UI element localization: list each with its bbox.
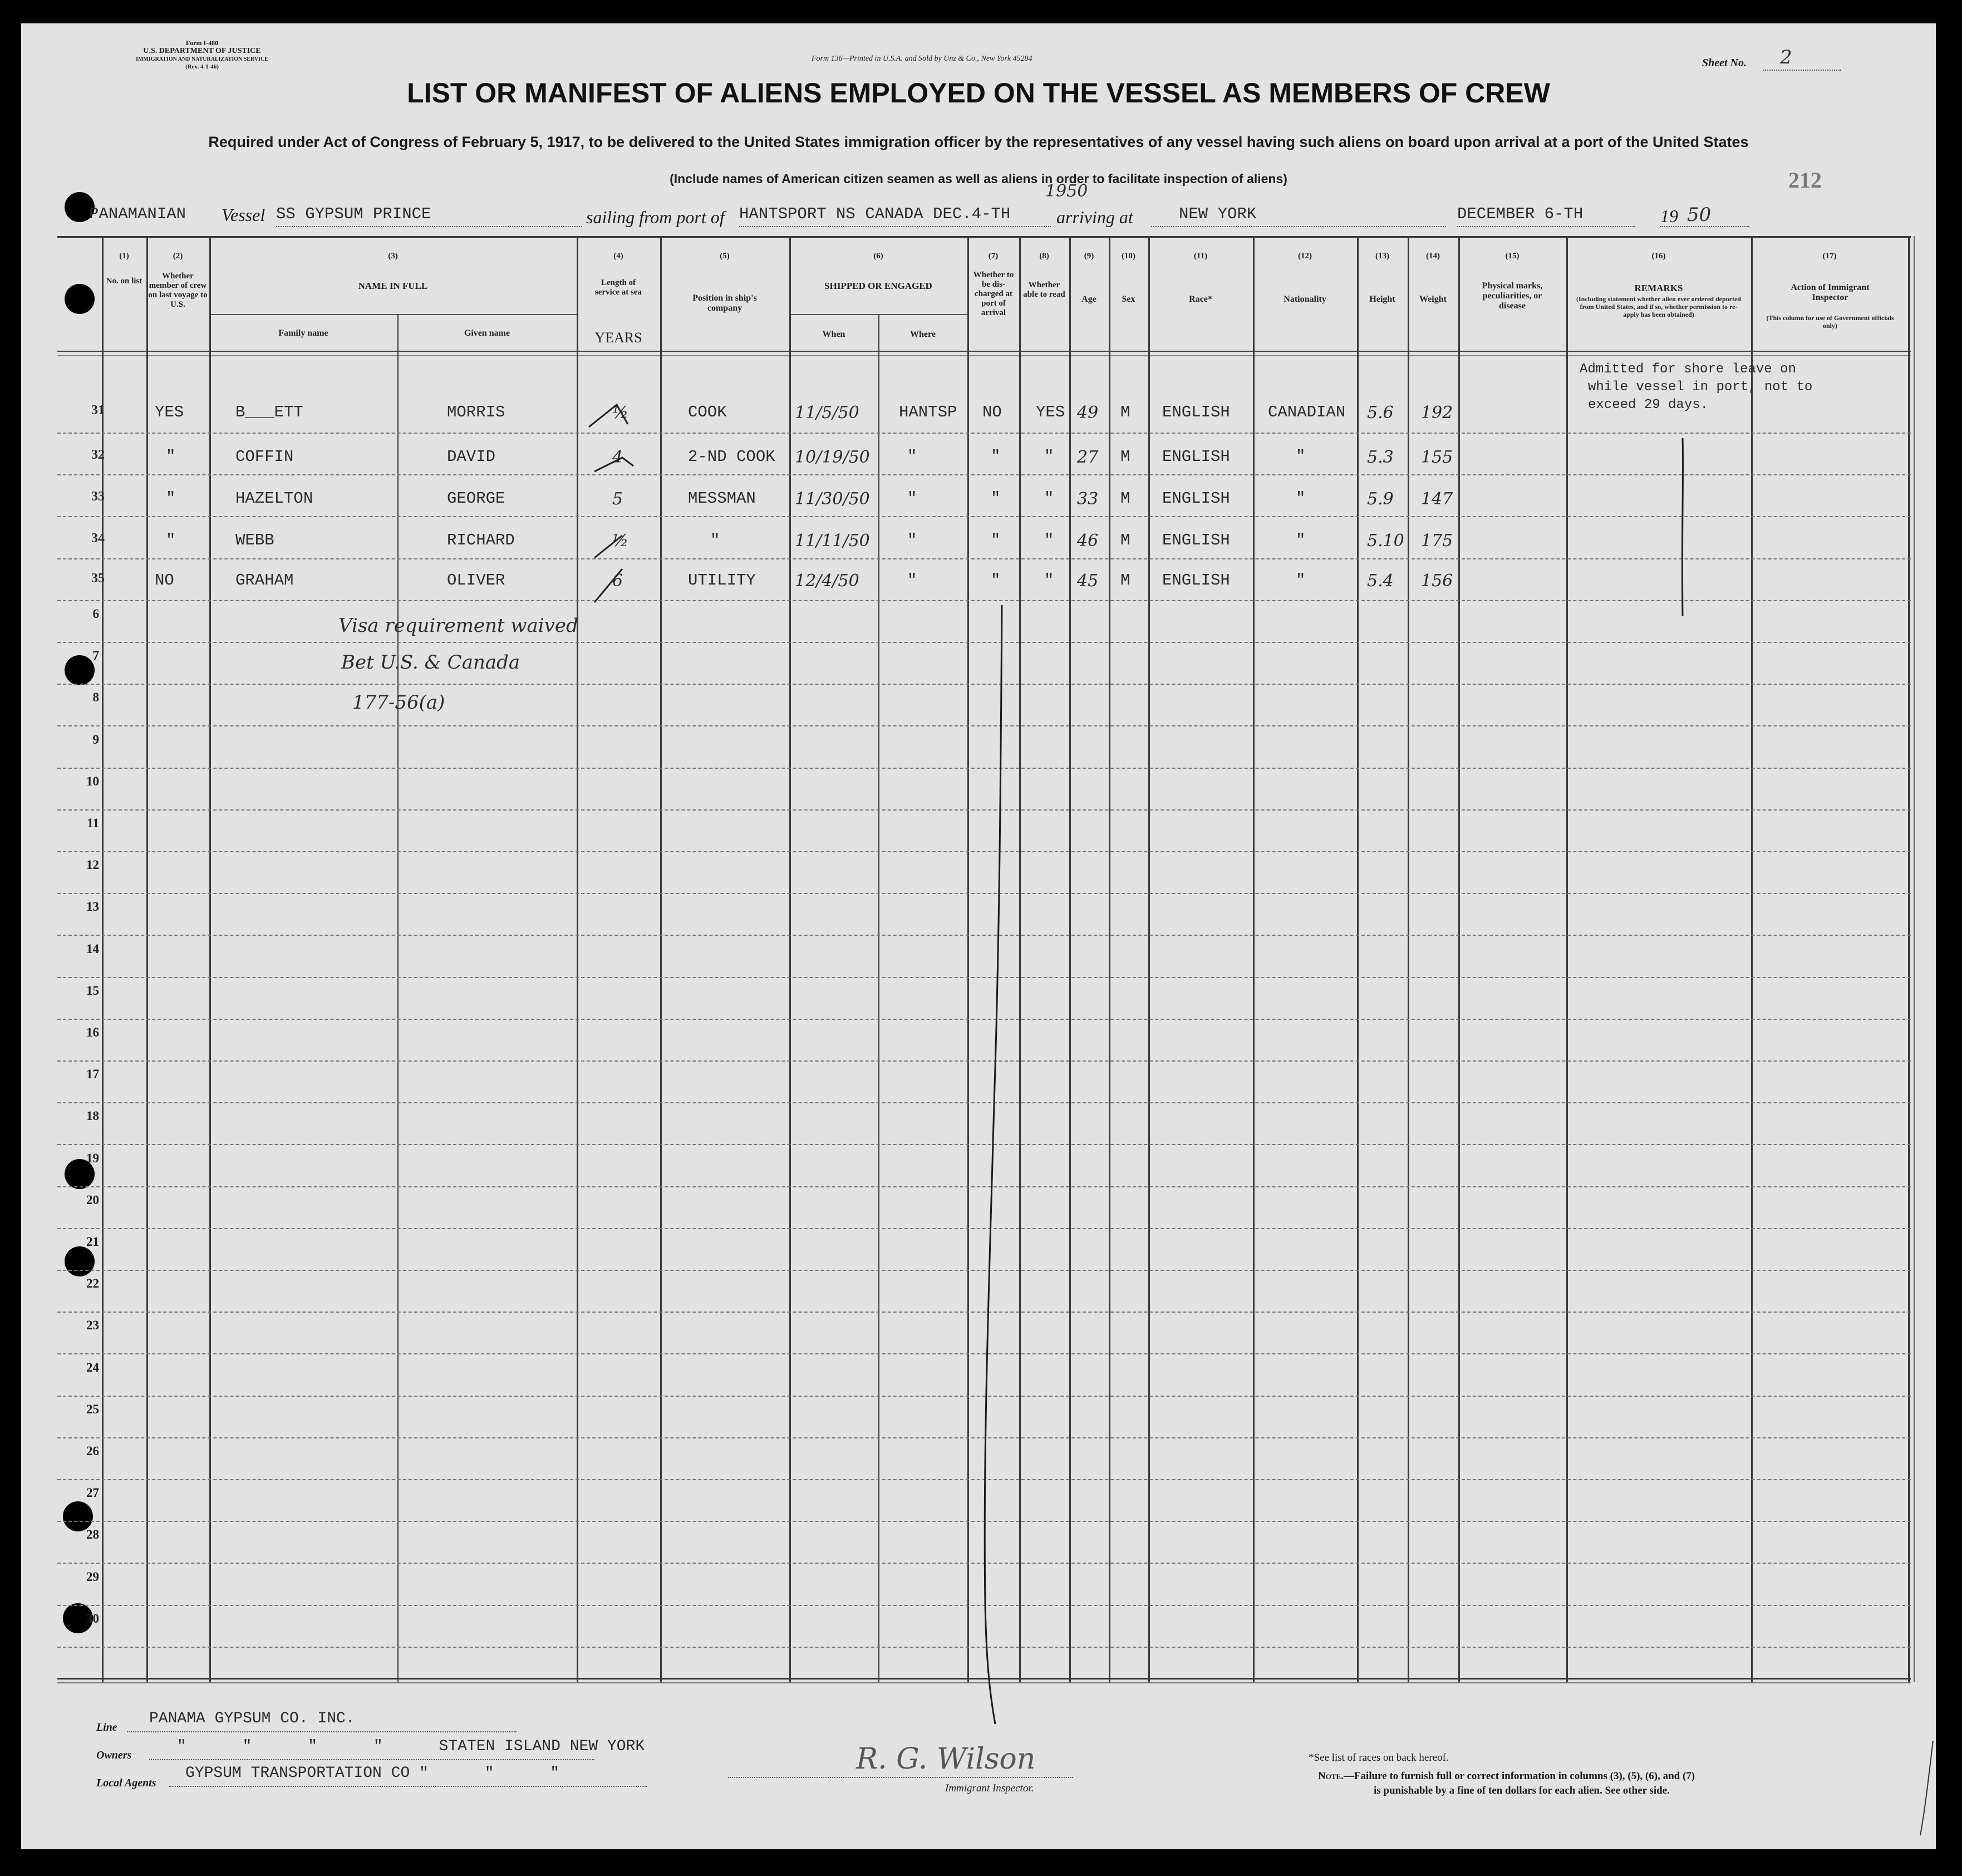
shipped-when-cell: 11/30/50 [795, 489, 870, 509]
discharged-cell: " [991, 571, 1001, 590]
col13-label: Height [1369, 294, 1395, 304]
col6-num: (6) [873, 252, 883, 261]
col12-label: Nationality [1284, 294, 1326, 304]
empty-row-number: 7 [92, 649, 99, 662]
empty-row-number: 9 [92, 733, 99, 747]
include-note: (Include names of American citizen seamen as well as aliens in order to facilitate inspection of aliens) [670, 171, 1287, 186]
empty-row-number: 13 [86, 900, 99, 914]
last-voyage-cell: YES [155, 403, 184, 421]
penalty-note: Note.—Failure to furnish full or correct information in columns (3), (5), (6), and (7) [1318, 1770, 1695, 1782]
agency-name: U.S. DEPARTMENT OF JUSTICE [143, 47, 261, 55]
age-cell: 33 [1077, 489, 1099, 509]
able-to-read-cell: " [1044, 531, 1054, 549]
empty-row-number: 29 [86, 1570, 99, 1584]
form-revision: (Rev. 4-1-46) [185, 63, 219, 70]
col6-label: SHIPPED OR ENGAGED [824, 281, 932, 291]
race-cell: ENGLISH [1162, 571, 1230, 590]
able-to-read-cell: " [1044, 448, 1054, 466]
empty-row-number: 24 [86, 1361, 99, 1374]
col3-family-label: Family name [278, 328, 328, 338]
family-name-cell: COFFIN [235, 448, 294, 466]
col-line [878, 314, 879, 1682]
shipped-where-cell: " [907, 571, 917, 590]
owners-field: " " " " STATEN ISLAND NEW YORK [149, 1738, 594, 1760]
col-line [1109, 236, 1110, 1682]
row-divider [57, 516, 1911, 517]
col9-label: Age [1081, 294, 1096, 304]
empty-row-number: 25 [86, 1402, 99, 1416]
handwritten-note-line1: Visa requirement waived [338, 615, 578, 637]
line-label: Line [96, 1721, 117, 1733]
empty-row-number: 19 [86, 1151, 99, 1165]
vessel-flag: PANAMANIAN [89, 205, 186, 223]
position-cell: 2-ND COOK [688, 448, 775, 466]
height-cell: 5.10 [1367, 531, 1404, 551]
empty-row-number: 10 [86, 774, 99, 788]
manifest-table [21, 23, 1936, 1849]
family-name-cell: B___ETT [235, 403, 303, 421]
given-name-cell: GEORGE [447, 489, 505, 508]
row-divider [57, 474, 1911, 475]
race-cell: ENGLISH [1162, 489, 1230, 508]
col12-num: (12) [1298, 252, 1312, 261]
arrival-date-field: DECEMBER 6-TH [1457, 206, 1635, 227]
given-name-cell: OLIVER [447, 571, 505, 590]
col-line [146, 236, 148, 1682]
empty-row-number: 11 [87, 816, 99, 830]
vessel-name-field: SS GYPSUM PRINCE [276, 206, 582, 227]
col17-label: Action of Immigrant Inspector [1791, 283, 1870, 302]
races-note: *See list of races on back hereof. [1309, 1752, 1449, 1764]
printer-line: Form 136—Printed in U.S.A. and Sold by Unz & Co., New York 45284 [812, 55, 1032, 63]
col7-label: Whether to be dis-charged at port of arrival [973, 271, 1014, 317]
manifest-sheet [21, 23, 1936, 1849]
col4-unit: YEARS [594, 330, 642, 346]
row-number: 35 [91, 571, 105, 586]
discharged-cell: " [991, 531, 1001, 549]
ditto-pen-stroke [1677, 435, 1688, 619]
sex-cell: M [1120, 489, 1130, 508]
race-cell: ENGLISH [1162, 531, 1230, 549]
col14-label: Weight [1419, 294, 1447, 304]
arrival-year-field: 19 50 [1660, 206, 1749, 227]
file-stamp-number: 212 [1788, 168, 1822, 193]
col-line [1908, 236, 1910, 1682]
inspector-signature: R. G. Wilson [856, 1742, 1036, 1776]
empty-row-number: 18 [86, 1109, 99, 1123]
col6-where-label: Where [910, 330, 936, 339]
given-name-cell: MORRIS [447, 403, 505, 421]
given-name-cell: DAVID [447, 448, 496, 466]
age-cell: 27 [1077, 448, 1099, 467]
sheet-label: Sheet No. [1702, 57, 1747, 69]
header-divider [57, 351, 1911, 352]
shipped-when-cell: 11/5/50 [795, 403, 859, 423]
empty-row-number: 28 [86, 1528, 99, 1541]
empty-row-number: 21 [86, 1235, 99, 1249]
row-divider [57, 558, 1911, 559]
col-line [209, 236, 211, 1682]
col16-label: REMARKS [1634, 283, 1683, 293]
handwritten-note-line3: 177-56(a) [352, 691, 445, 714]
position-cell: " [710, 531, 720, 549]
col-line [1408, 236, 1409, 1682]
col-line [1019, 236, 1021, 1682]
header-divider-2 [57, 355, 1911, 356]
row-number: 33 [91, 489, 105, 504]
empty-row-number: 22 [86, 1276, 99, 1290]
handwritten-note-line2: Bet U.S. & Canada [341, 651, 520, 674]
able-to-read-cell: " [1044, 489, 1054, 508]
empty-row-number: 17 [86, 1067, 99, 1081]
position-cell: UTILITY [688, 571, 756, 590]
given-name-cell: RICHARD [447, 531, 515, 549]
col10-num: (10) [1122, 252, 1135, 261]
remarks-stamp-line3: exceed 29 days. [1588, 397, 1709, 412]
remarks-stamp-line2: while vessel in port, not to [1588, 380, 1813, 395]
col2-label: Whether member of crew on last voyage to U.S. [148, 272, 208, 309]
service-years-cell: 4 [612, 448, 623, 467]
shipped-where-cell: " [907, 531, 917, 549]
col1-num: (1) [119, 252, 129, 261]
col1-label: No. on list [106, 277, 142, 286]
service-years-cell: 5 [612, 489, 623, 509]
empty-row-number: 16 [86, 1025, 99, 1039]
col-line [660, 236, 662, 1682]
last-voyage-cell: " [166, 448, 176, 466]
row-number: 31 [91, 403, 105, 418]
col16-num: (16) [1651, 252, 1666, 261]
row-divider [57, 600, 1911, 601]
age-cell: 45 [1077, 571, 1099, 591]
last-voyage-cell: " [166, 489, 176, 508]
weight-cell: 192 [1421, 403, 1453, 423]
col3-label: NAME IN FULL [358, 281, 428, 291]
vessel-label: Vessel [222, 205, 265, 225]
agents-label: Local Agents [96, 1777, 156, 1789]
family-name-cell: GRAHAM [235, 571, 294, 590]
penalty-note-2: is punishable by a fine of ten dollars for each alien. See other side. [1374, 1785, 1670, 1796]
col5-label: Position in ship's company [692, 293, 757, 313]
height-cell: 5.6 [1367, 403, 1394, 423]
family-name-cell: HAZELTON [235, 489, 313, 508]
col-line [1148, 236, 1150, 1682]
family-name-cell: WEBB [235, 531, 274, 549]
col-line [1914, 236, 1915, 1682]
col17-num: (17) [1822, 252, 1837, 261]
col-line [577, 236, 578, 1682]
remarks-stamp-line1: Admitted for shore leave on [1580, 362, 1796, 377]
nationality-cell: " [1296, 531, 1306, 549]
shipped-when-cell: 11/11/50 [795, 531, 870, 551]
able-to-read-cell: YES [1036, 403, 1065, 421]
shipped-where-cell: " [907, 448, 917, 466]
nationality-cell: " [1296, 571, 1306, 590]
last-voyage-cell: " [166, 531, 176, 549]
col-line [1357, 236, 1359, 1682]
empty-row-number: 30 [86, 1612, 99, 1625]
height-cell: 5.9 [1367, 489, 1394, 509]
col17-sublabel: (This column for use of Government officials only) [1766, 314, 1894, 330]
name-subheader-line [209, 314, 577, 315]
height-cell: 5.3 [1367, 448, 1394, 467]
sailing-label: sailing from port of [586, 207, 725, 227]
inspector-label: Immigrant Inspector. [945, 1782, 1034, 1794]
document-title: LIST OR MANIFEST OF ALIENS EMPLOYED ON THE VESSEL AS MEMBERS OF CREW [407, 77, 1550, 109]
col15-num: (15) [1505, 252, 1520, 261]
shipped-when-cell: 10/19/50 [795, 448, 870, 467]
line-field: PANAMA GYPSUM CO. INC. [127, 1710, 517, 1732]
weight-cell: 156 [1421, 571, 1453, 591]
col14-num: (14) [1426, 252, 1440, 261]
shipped-when-cell: 12/4/50 [795, 571, 859, 591]
col-line [1751, 236, 1753, 1682]
service-years-cell: ½ [612, 403, 629, 423]
owners-label: Owners [96, 1749, 132, 1761]
empty-row-number: 20 [86, 1193, 99, 1207]
inspector-pen-line [978, 602, 1017, 1727]
empty-row-number: 26 [86, 1444, 99, 1458]
row-number: 32 [91, 448, 105, 462]
col-line [1253, 236, 1255, 1682]
col-line [1069, 236, 1071, 1682]
shipped-where-cell: HANTSP [899, 403, 957, 421]
col5-num: (5) [720, 252, 730, 261]
service-name: IMMIGRATION AND NATURALIZATION SERVICE [136, 56, 268, 62]
nationality-cell: " [1296, 448, 1306, 466]
nationality-cell: CANADIAN [1268, 403, 1346, 421]
col11-num: (11) [1193, 252, 1208, 261]
position-cell: COOK [688, 403, 727, 421]
arriving-label: arriving at [1056, 207, 1133, 227]
height-cell: 5.4 [1367, 571, 1394, 591]
shipped-where-cell: " [907, 489, 917, 508]
empty-row-number: 15 [86, 984, 99, 998]
age-cell: 46 [1077, 531, 1099, 551]
position-cell: MESSMAN [688, 489, 756, 508]
col4-num: (4) [613, 252, 623, 261]
col3-given-label: Given name [464, 328, 510, 338]
last-voyage-cell: NO [155, 571, 174, 590]
sex-cell: M [1120, 571, 1130, 590]
nationality-cell: " [1296, 489, 1306, 508]
col-line [397, 314, 399, 1682]
col9-num: (9) [1084, 252, 1094, 261]
discharged-cell: NO [982, 403, 1002, 421]
weight-cell: 175 [1421, 531, 1453, 551]
signature-line [728, 1777, 1073, 1778]
col-line [1458, 236, 1460, 1682]
sex-cell: M [1120, 403, 1130, 421]
col7-num: (7) [988, 252, 999, 261]
form-id: Form I-480 [185, 39, 219, 47]
empty-row-number: 27 [86, 1486, 99, 1500]
weight-cell: 147 [1421, 489, 1453, 509]
empty-row-number: 23 [86, 1318, 99, 1332]
sheet-number: 2 [1763, 48, 1841, 71]
year-handwritten: 1950 [1045, 181, 1088, 201]
weight-cell: 155 [1421, 448, 1453, 467]
sailing-port-field: HANTSPORT NS CANADA DEC.4-TH [739, 206, 1051, 227]
col11-label: Race* [1189, 294, 1212, 304]
col4-label: Length of service at sea [594, 278, 642, 297]
discharged-cell: " [991, 448, 1001, 466]
col16-sublabel: (Including statement whether alien ever ordered deported from United States, and if so, whether permission to re-apply has been obtained) [1576, 295, 1741, 318]
col13-num: (13) [1375, 252, 1389, 261]
arrival-port-field: NEW YORK [1151, 206, 1446, 227]
col15-label: Physical marks, peculiarities, or disease [1482, 281, 1543, 311]
age-cell: 49 [1077, 403, 1099, 423]
col6-when-label: When [822, 330, 845, 339]
service-check-marks [583, 396, 650, 608]
col10-label: Sex [1122, 294, 1135, 304]
empty-row-number: 12 [86, 858, 99, 872]
col8-num: (8) [1039, 252, 1049, 261]
col8-label: Whether able to read [1023, 281, 1065, 299]
race-cell: ENGLISH [1162, 403, 1230, 421]
sex-cell: M [1120, 448, 1130, 466]
race-cell: ENGLISH [1162, 448, 1230, 466]
service-years-cell: 6 [612, 571, 623, 591]
sex-cell: M [1120, 531, 1130, 549]
col-line [789, 236, 791, 1682]
col-line [1566, 236, 1568, 1682]
empty-row-number: 6 [92, 607, 99, 621]
col-line [967, 236, 969, 1682]
discharged-cell: " [991, 489, 1001, 508]
empty-row-number: 14 [86, 942, 99, 956]
service-years-cell: ½ [612, 531, 629, 551]
corner-pen-mark [1919, 1738, 1936, 1838]
agents-field: GYPSUM TRANSPORTATION CO " " " [169, 1765, 647, 1787]
col2-num: (2) [173, 252, 183, 261]
row-divider [57, 433, 1911, 434]
document-subtitle: Required under Act of Congress of February 5, 1917, to be delivered to the United States immigration officer by the representatives of any vessel having such aliens on board upon arrival at a port of the United States [208, 134, 1749, 150]
table-top-border [57, 236, 1911, 238]
empty-row-number: 8 [92, 690, 99, 704]
row-number: 34 [91, 531, 105, 546]
col3-num: (3) [388, 252, 398, 261]
able-to-read-cell: " [1044, 571, 1054, 590]
